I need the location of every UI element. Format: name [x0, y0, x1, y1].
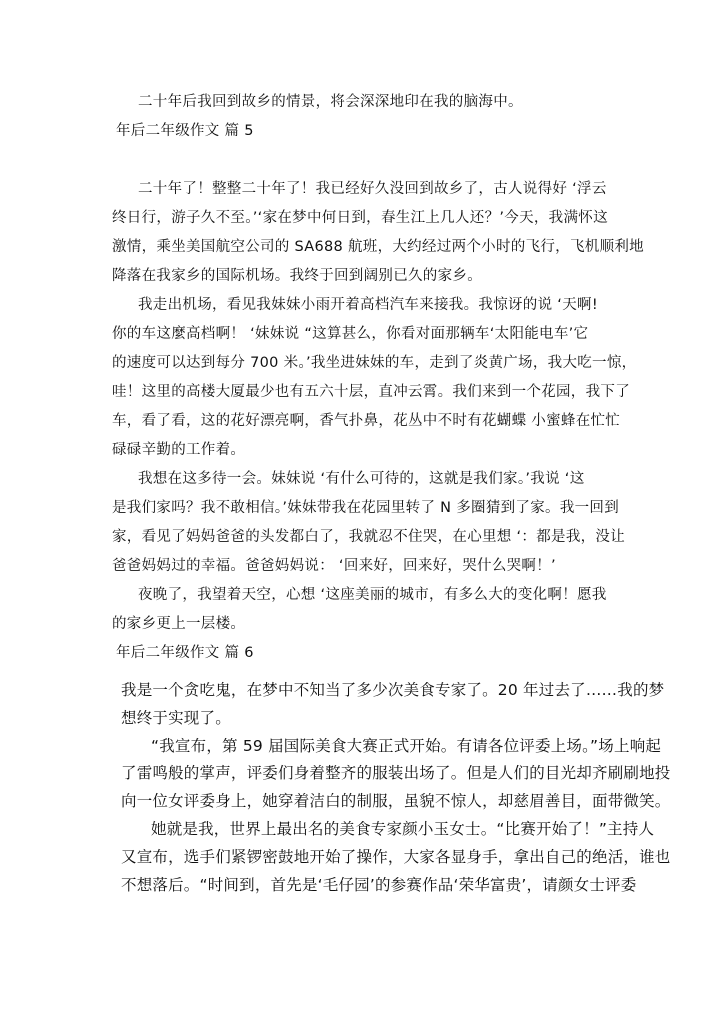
paragraph-line: 不想落后。“时间到，首先是‘毛仔园’的参赛作品‘荣华富贵’，请颜女士评委	[121, 875, 637, 894]
paragraph-line: 又宣布，选手们紧锣密鼓地开始了操作，大家各显身手，拿出自己的绝活，谁也	[121, 847, 671, 866]
paragraph-line: 向一位女评委身上，她穿着洁白的制服，虽貌不惊人，却慈眉善目，面带微笑。	[121, 792, 671, 811]
essay-section-6	[121, 677, 671, 899]
paragraph-line: 想终于实现了。	[121, 708, 231, 727]
paragraph-line: 了雷鸣般的掌声，评委们身着整齐的服装出场了。但是人们的目光却齐刷刷地投	[121, 764, 671, 783]
paragraph-line: 降落在我家乡的国际机场。我终于回到阔别已久的家乡。	[112, 268, 482, 284]
paragraph-line: 是我们家吗？我不敢相信。’妹妹带我在花园里转了 N 多圈猜到了家。我一回到	[112, 500, 620, 516]
paragraph-line: 她就是我，世界上最出名的美食专家颜小玉女士。“比赛开始了！”主持人	[151, 819, 655, 838]
paragraph-line: 的家乡更上一层楼。	[112, 616, 246, 632]
paragraph-line: 碌碌辛勤的工作着。	[112, 442, 246, 458]
section-heading: 年后二年级作文 篇 6	[116, 645, 254, 661]
paragraph-line: 的速度可以达到每分 700 米。’我坐进妹妹的车，走到了炎黄广场，我大吃一惊，	[112, 355, 637, 371]
paragraph-line: 我走出机场，看见我妹妹小雨开着高档汽车来接我。我惊讶的说 ‘天啊!	[138, 297, 598, 313]
paragraph-line: 车，看了看，这的花好漂亮啊，香气扑鼻，花丛中不时有花蝴蝶 小蜜蜂在忙忙	[112, 413, 621, 429]
section-heading: 年后二年级作文 篇 5	[116, 123, 254, 139]
paragraph-line: 家，看见了妈妈爸爸的头发都白了，我就忍不住哭，在心里想 ‘：都是我，没让	[112, 529, 626, 545]
essay-section-5	[112, 88, 644, 668]
paragraph-line: 夜晚了，我望着天空，心想 ‘这座美丽的城市，有多么大的变化啊！愿我	[138, 587, 607, 603]
paragraph-line: 二十年后我回到故乡的情景，将会深深地印在我的脑海中。	[138, 94, 523, 110]
paragraph-line: 我想在这多待一会。妹妹说 ‘有什么可待的，这就是我们家。’我说 ‘这	[138, 471, 585, 487]
paragraph-line: 激情，乘坐美国航空公司的 SA688 航班，大约经过两个小时的飞行，飞机顺利地	[112, 239, 644, 255]
paragraph-line: “我宣布，第 59 届国际美食大赛正式开始。有请各位评委上场。”场上响起	[151, 736, 662, 755]
paragraph-line: 哇！这里的高楼大厦最少也有五六十层，直冲云霄。我们来到一个花园，我下了	[112, 384, 630, 400]
paragraph-line: 你的车这麼高档啊！ ‘妹妹说 “这算甚么，你看对面那辆车‘太阳能电车’它	[112, 326, 589, 342]
paragraph-line: 二十年了！整整二十年了！我已经好久没回到故乡了，古人说得好 ‘浮云	[138, 181, 607, 197]
paragraph-line: 我是一个贪吃鬼，在梦中不知当了多少次美食专家了。20 年过去了……我的梦	[121, 681, 665, 699]
paragraph-line: 爸爸妈妈过的幸福。爸爸妈妈说： ‘回来好，回来好，哭什么哭啊！’	[112, 558, 556, 574]
paragraph-line: 终日行，游子久不至。’‘家在梦中何日到，春生江上几人还？’今天，我满怀这	[112, 210, 608, 226]
